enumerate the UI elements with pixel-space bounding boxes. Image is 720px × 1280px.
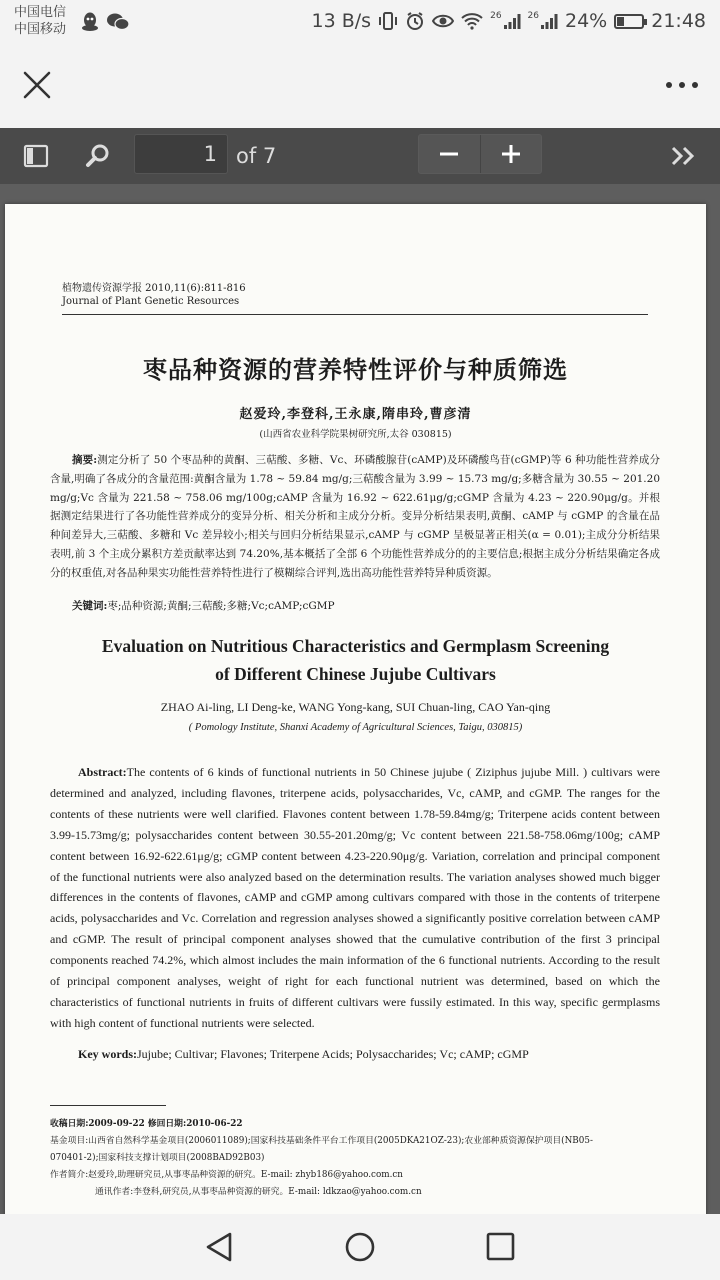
journal-header [62,282,246,308]
zoom-in-icon [500,143,522,165]
wifi-icon [461,12,483,30]
abstract-en-label: Abstract: [78,765,127,779]
document-viewer[interactable] [0,184,720,1214]
keywords-cn-label: 关键词: [72,600,108,612]
sidebar-toggle-button[interactable] [18,128,54,184]
journal-cn: 植物遗传资源学报 2010,11(6):811-816 [62,283,246,294]
clock: 21:48 [651,10,706,32]
more-dots-icon [666,82,672,88]
affiliation-cn: (山西省农业科学院果树研究所,太谷 030815) [259,429,452,440]
alarm-icon [405,11,425,31]
carrier-info [14,4,66,38]
keywords-en-text: Jujube; Cultivar; Flavones; Triterpene Acids; Polysaccharides; Vc; cAMP; cGMP [137,1047,529,1061]
recents-icon [480,1230,520,1264]
signal-icon [540,12,558,30]
double-chevron-right-icon [670,145,698,167]
abstract-cn-label: 摘要: [72,454,98,466]
qq-icon [80,11,100,33]
signal-1-label: 26 [490,11,502,21]
eye-icon [432,12,454,30]
footnotes [50,1116,660,1201]
back-button[interactable] [200,1230,240,1264]
search-icon [85,143,111,169]
more-tools-button[interactable] [664,128,704,184]
abstract-cn-text: 测定分析了 50 个枣品种的黄酮、三萜酸、多糖、Vc、环磷酸腺苷(cAMP)及环磷酸鸟苷(cGMP)等 6 种功能性营养成分含量,明确了各成分的含量范围:黄酮含量为 1.78 ~ 59.84 mg/g;三萜酸含量为 3.99 ~ 15.73 mg/g;多糖含量为 30.55 ~ 201.20 mg/g;Vc 含量为 221.58 ~ 758.06 mg/100g;cAMP 含量为 16.92 ~ 622.61μg/g;cGMP 含量为 4.23 ~ 220.90μg/g。并根据测定结果进行了各功能性营养成分的变异分析、相关分析和主成分分析。变异分析结果表明,黄酮、cAMP 与 cGMP 的含量在品种间差异大,三萜酸、多糖和 Vc 差异较小;相关与回归分析结果显示,cAMP 与 cGMP 呈极显著正相关(α = 0.01);主成分分析结果表明,前 3 个主成分累积方差贡献率达到 74.20%,基本概括了全部 6 个功能性营养成分的的主要信息;根据主成分分析结果确定各成分的权重值,对各品种果实功能性营养特性进行了模糊综合评判,选出高功能性营养特异种质资源。 [50,454,660,579]
home-icon [340,1230,380,1264]
keywords-cn [72,598,660,613]
title-en [5,632,706,688]
page-number-input[interactable]: 1 [134,134,228,174]
status-right [312,10,706,32]
signal-icon [503,12,521,30]
page-count: of 7 [236,144,277,168]
system-nav-bar [0,1214,720,1280]
zoom-controls [418,134,542,174]
title-en-line-2: of Different Chinese Jujube Cultivars [215,664,496,684]
notification-icons [80,11,130,33]
carrier-2: 中国移动 [14,22,67,37]
signal-2-label: 26 [527,11,539,21]
vibrate-icon [378,11,398,31]
status-bar [0,0,720,44]
keywords-en-label: Key words: [78,1047,137,1061]
net-speed: 13 B/s [311,10,372,32]
zoom-out-icon [438,143,460,165]
wechat-icon [106,11,130,33]
header-rule [62,314,648,315]
close-icon [18,66,56,104]
journal-en: Journal of Plant Genetic Resources [62,296,240,307]
footnote-funding-cont: 070401-2);国家科技支撑计划项目(2008BAD92B03) [50,1153,265,1163]
pdf-page [5,204,706,1214]
search-button[interactable] [80,128,116,184]
more-options-button[interactable] [662,74,702,96]
battery-icon [614,14,644,29]
footnote-author: 作者简介:赵爱玲,助理研究员,从事枣品种资源的研究。E-mail: zhyb186@yahoo.com.cn [50,1170,403,1180]
zoom-in-button[interactable] [480,135,542,173]
close-button[interactable] [18,66,56,104]
pdf-toolbar [0,128,720,184]
title-en-line-1: Evaluation on Nutritious Characteristics and Germplasm Screening [101,636,610,656]
sidebar-icon [23,144,49,168]
home-button[interactable] [340,1230,380,1264]
carrier-1: 中国电信 [14,5,67,20]
abstract-en-text: The contents of 6 kinds of functional nutrients in 50 Chinese jujube ( Ziziphus jujube Mill. ) cultivars were determined and analyzed, including flavones, triterpene acids, polysaccharides, Vc, cAMP, and cGMP. The ranges for the contents of these nutrients were well clarified. Flavones content between 1.78-59.84mg/g; Triterpene acids content between 3.99-15.73mg/g; polysaccharides content between 30.55-201.20mg/g; Vc content between 221.58-758.06mg/100g; cAMP content between 16.92-622.61μg/g; cGMP content between 4.23-220.90μg/g. Variation, correlation and principal component of the functional nutrients were also analyzed based on the determination results. The variation analyses showed much bigger differences in the contents of flavones, cAMP and cGMP among cultivars compared with those in the contents of triterpene acids, polysaccharides and Vc. Correlation and regression analyses showed a significantly positive correlation between cAMP and cGMP. The result of principal component analyses showed that the cumulative contribution of the first 3 principal components reached 74.2%, which almost includes the main information of the 6 functional nutrients. According to the result of principal component analyses, weight of right for each functional nutrient was determined, based on which the characteristics of functional nutrients in fruits of different cultivars were fussily estimated. In this way, specific germplasms with high content of functional nutrients were selected. [50,765,660,1030]
affiliation-en: ( Pomology Institute, Shanxi Academy of Agricultural Sciences, Taigu, 030815) [188,722,523,733]
authors-en: ZHAO Ai-ling, LI Deng-ke, WANG Yong-kang, SUI Chuan-ling, CAO Yan-qing [160,700,551,714]
zoom-out-button[interactable] [419,135,480,173]
title-cn: 枣品种资源的营养特性评价与种质筛选 [143,355,568,384]
app-top-bar [0,44,720,128]
abstract-en [50,762,660,1034]
keywords-cn-text: 枣;品种资源;黄酮;三萜酸;多糖;Vc;cAMP;cGMP [107,600,335,612]
footnote-funding: 基金项目:山西省自然科学基金项目(2006011089);国家科技基础条件平台工作项目(2005DKA21OZ-23);农业部种质资源保护项目(NB05- [50,1136,593,1146]
back-icon [200,1230,240,1264]
abstract-cn [50,451,660,583]
footnote-corresponding: 通讯作者:李登科,研究员,从事枣品种资源的研究。E-mail: ldkzao@yahoo.com.cn [95,1187,422,1197]
recents-button[interactable] [480,1230,520,1264]
footnote-rule [50,1105,166,1106]
battery-percent: 24% [565,10,608,32]
footnote-dates: 收稿日期:2009-09-22 修回日期:2010-06-22 [50,1119,243,1129]
keywords-en [78,1047,660,1062]
authors-cn: 赵爱玲,李登科,王永康,隋串玲,曹彦清 [239,407,472,422]
